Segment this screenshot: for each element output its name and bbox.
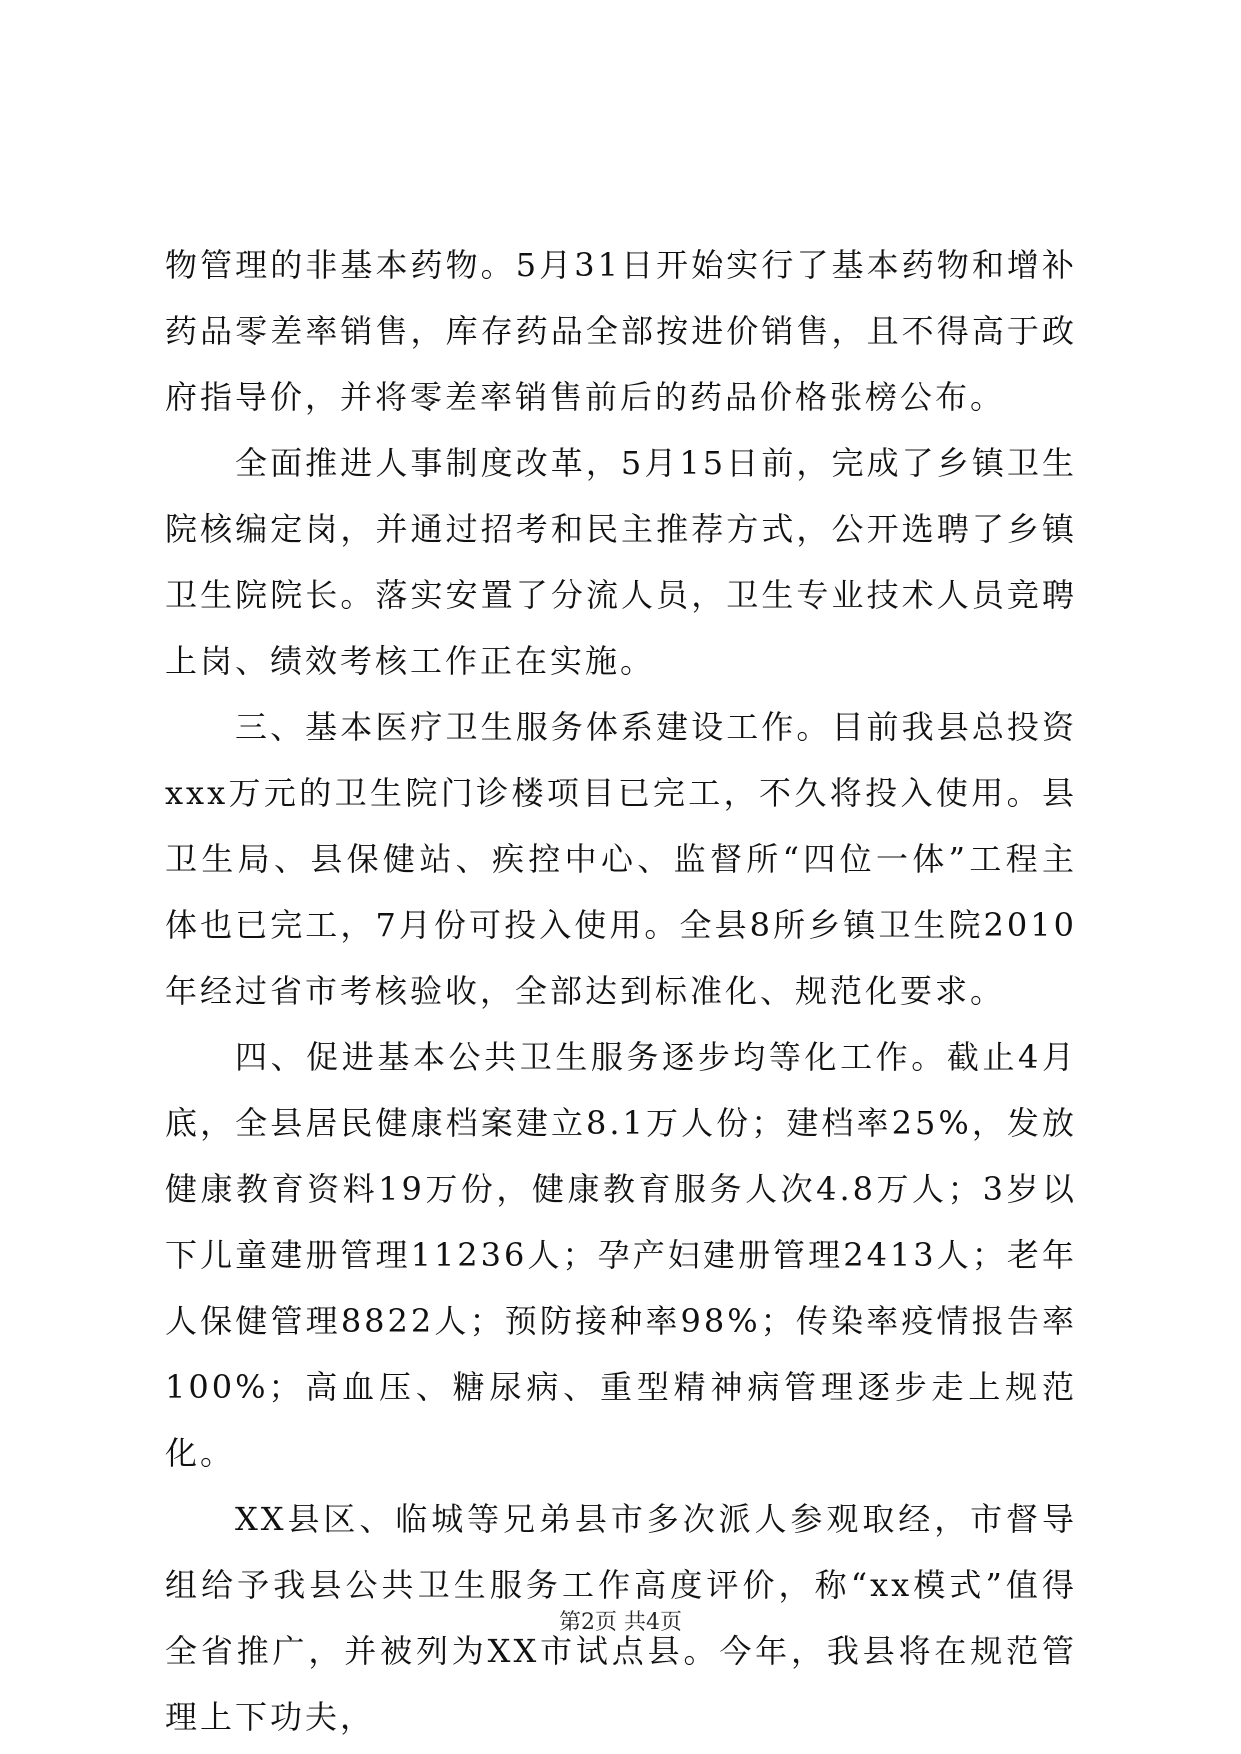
document-body <box>165 232 1077 1750</box>
paragraph-2: 全面推进人事制度改革，5月15日前，完成了乡镇卫生院核编定岗，并通过招考和民主推荐方式，公开选聘了乡镇卫生院院长。落实安置了分流人员，卫生专业技术人员竞聘上岗、绩效考核工作正在实施。 <box>165 444 1077 680</box>
paragraph-1: 物管理的非基本药物。5月31日开始实行了基本药物和增补药品零差率销售，库存药品全部按进价销售，且不得高于政府指导价，并将零差率销售前后的药品价格张榜公布。 <box>165 246 1077 416</box>
paragraph-5: XX县区、临城等兄弟县市多次派人参观取经，市督导组给予我县公共卫生服务工作高度评价，称“xx模式”值得全省推广，并被列为XX市试点县。今年，我县将在规范管理上下功夫， <box>165 1500 1077 1736</box>
page-number-footer: 第2页 共4页 <box>559 1610 682 1635</box>
paragraph-3: 三、基本医疗卫生服务体系建设工作。目前我县总投资xxx万元的卫生院门诊楼项目已完工，不久将投入使用。县卫生局、县保健站、疾控中心、监督所“四位一体”工程主体也已完工，7月份可投入使用。全县8所乡镇卫生院2010年经过省市考核验收，全部达到标准化、规范化要求。 <box>165 708 1077 1010</box>
paragraph-4: 四、促进基本公共卫生服务逐步均等化工作。截止4月底，全县居民健康档案建立8.1万人份；建档率25%，发放健康教育资料19万份，健康教育服务人次4.8万人；3岁以下儿童建册管理11236人；孕产妇建册管理2413人；老年人保健管理8822人；预防接种率98%；传染率疫情报告率100%；高血压、糖尿病、重型精神病管理逐步走上规范化。 <box>165 1038 1077 1472</box>
